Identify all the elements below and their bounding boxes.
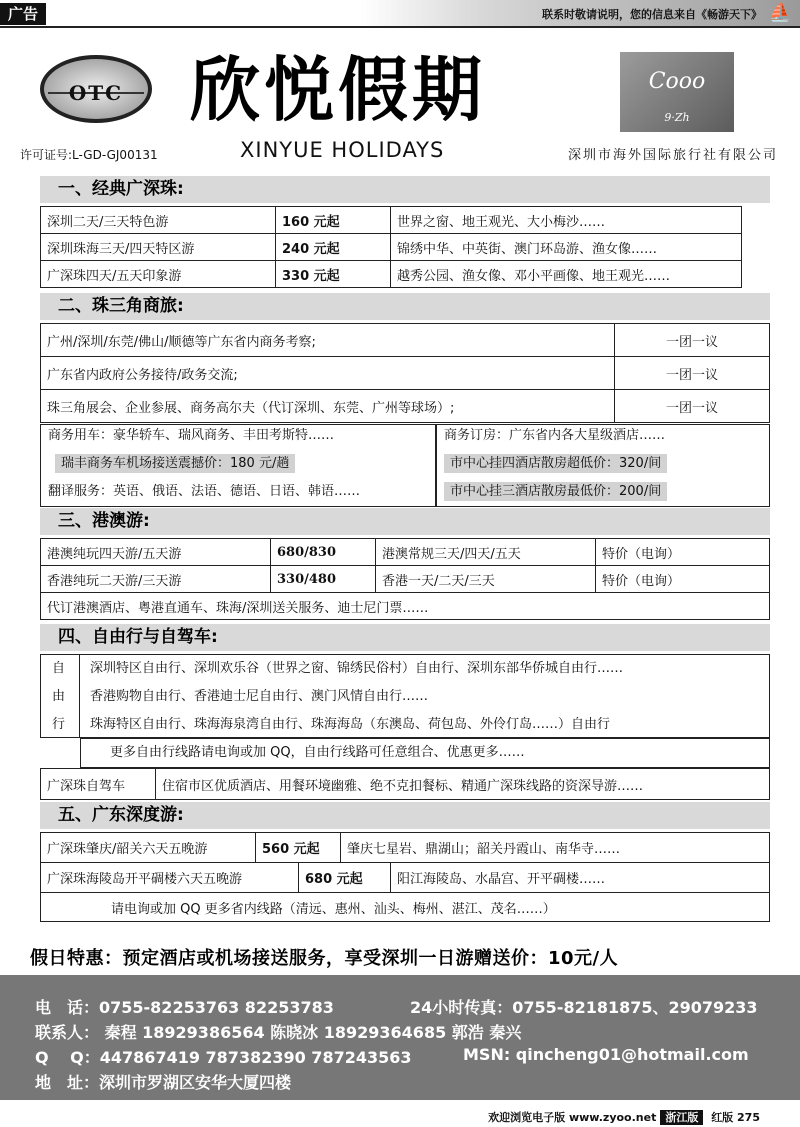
- business-price: 一团一议: [615, 390, 770, 423]
- company-logo: [620, 52, 734, 132]
- free-travel-more: 更多自由行线路请电询或加 QQ，自由行线路可任意组合、优惠更多……: [110, 745, 525, 760]
- hk-tour-price: 330/480: [271, 566, 376, 593]
- company-name: 深圳市海外国际旅行社有限公司: [567, 148, 778, 163]
- car-service-text: 商务用车：豪华轿车、瑞风商务、丰田考斯特……: [48, 428, 335, 443]
- contact-address: 地 址：深圳市罗湖区安华大厦四楼: [35, 1073, 292, 1092]
- self-drive-label: 广深珠自驾车: [41, 769, 156, 800]
- tour-name: 深圳珠海三天/四天特区游: [41, 234, 276, 261]
- tour-price: 240 元起: [276, 234, 391, 261]
- company-logo-text: Cooo: [648, 69, 706, 94]
- section-title-business: 二、珠三角商旅:: [40, 293, 770, 320]
- section-title-deep: 五、广东深度游:: [40, 802, 770, 829]
- table-row: [41, 261, 742, 288]
- otc-logo-text: OTC: [68, 81, 124, 105]
- tour-price: 160 元起: [276, 207, 391, 234]
- tour-spots: 锦绣中华、中英街、澳门环岛游、渔女像……: [391, 234, 742, 261]
- free-travel-label-char: 自: [52, 661, 66, 676]
- table-row: [41, 893, 770, 922]
- airport-transfer-price: 瑞丰商务车机场接送震撼价：180 元/趟: [55, 454, 295, 473]
- deep-tour-more: 请电询或加 QQ 更多省内线路（清远、惠州、汕头、梅州、湛江、茂名……）: [41, 893, 770, 922]
- deep-tour-spots: 阳江海陵岛、水晶宫、开平碉楼……: [391, 863, 770, 893]
- business-item: 广东省内政府公务接待/政务交流;: [41, 357, 615, 390]
- tour-name: 深圳二天/三天特色游: [41, 207, 276, 234]
- deep-tour-table-2: [40, 862, 770, 922]
- tour-price: 330 元起: [276, 261, 391, 288]
- classic-tour-table: [40, 206, 742, 288]
- source-note: 联系时敬请说明，您的信息来自《畅游天下》: [542, 8, 762, 21]
- self-drive-text: 住宿市区优质酒店、用餐环境幽雅、绝不克扣餐标、精通广深珠线路的资深导游……: [156, 769, 770, 800]
- page-footer: [0, 1106, 800, 1127]
- table-row: [41, 324, 770, 357]
- holiday-promo: 假日特惠：预定酒店或机场接送服务，享受深圳一日游赠送价：10元/人: [30, 948, 619, 969]
- table-row: [41, 863, 770, 893]
- contact-phone: 电 话：0755-82253763 82253783: [35, 998, 334, 1017]
- license-number: 许可证号:L-GD-GJ00131: [20, 148, 158, 162]
- self-drive-table: [40, 768, 770, 800]
- hk-tour-name-2: 港澳常规三天/四天/五天: [376, 539, 596, 566]
- brand-title: 欣悦假期: [190, 49, 486, 131]
- business-table: [40, 323, 770, 423]
- hk-tour-price-2: 特价（电询）: [596, 566, 770, 593]
- deep-tour-name: 广深珠海陵岛开平碉楼六天五晚游: [41, 863, 299, 893]
- footer-edition: 红版: [711, 1111, 734, 1124]
- table-row: [41, 234, 742, 261]
- hk-tour-name-2: 香港一天/二天/三天: [376, 566, 596, 593]
- deep-tour-price: 560 元起: [256, 833, 341, 863]
- tour-spots: 世界之窗、地王观光、大小梅沙……: [391, 207, 742, 234]
- deep-tour-name: 广深珠肇庆/韶关六天五晚游: [41, 833, 256, 863]
- free-travel-line: 深圳特区自由行、深圳欢乐谷（世界之窗、锦绣民俗村）自由行、深圳东部华侨城自由行……: [90, 661, 624, 676]
- free-travel-line: 香港购物自由行、香港迪士尼自由行、澳门风情自由行……: [90, 689, 429, 704]
- deep-tour-spots: 肇庆七星岩、鼎湖山；韶关丹霞山、南华寺……: [341, 833, 770, 863]
- hk-tour-price: 680/830: [271, 539, 376, 566]
- ad-tag: 广告: [0, 3, 46, 25]
- hotel-booking-text: 商务订房：广东省内各大星级酒店……: [444, 428, 666, 443]
- business-price: 一团一议: [615, 324, 770, 357]
- contact-qq: Q Q：447867419 787382390 787243563: [35, 1048, 412, 1067]
- hkmacau-table: [40, 538, 770, 620]
- table-row: [41, 539, 770, 566]
- boat-icon: ⛵: [768, 2, 792, 23]
- table-row: [41, 593, 770, 620]
- hk-extra-services: 代订港澳酒店、粤港直通车、珠海/深圳送关服务、迪士尼门票……: [41, 593, 770, 620]
- section-title-classic: 一、经典广深珠:: [40, 176, 770, 203]
- deep-tour-table: [40, 832, 770, 863]
- contact-panel: [0, 975, 800, 1100]
- table-row: [41, 566, 770, 593]
- footer-badge: 浙江版: [660, 1110, 703, 1125]
- free-travel-label-char: 由: [52, 689, 66, 704]
- otc-logo: [40, 55, 152, 123]
- contact-person: 联系人： 秦程 18929386564 陈晓冰 18929364685 郭浩 秦兴: [35, 1023, 522, 1042]
- hk-tour-price-2: 特价（电询）: [596, 539, 770, 566]
- hk-tour-name: 香港纯玩二天游/三天游: [41, 566, 271, 593]
- footer-info: [488, 1109, 760, 1125]
- business-item: 广州/深圳/东莞/佛山/顺德等广东省内商务考察;: [41, 324, 615, 357]
- translation-service-text: 翻译服务：英语、俄语、法语、德语、日语、韩语……: [48, 484, 361, 499]
- section-title-hkmacau: 三、港澳游:: [40, 508, 770, 535]
- table-row: [41, 207, 742, 234]
- company-logo-sub: 9·Zh: [664, 111, 690, 124]
- business-price: 一团一议: [615, 357, 770, 390]
- page-number: 275: [737, 1111, 760, 1124]
- table-row: [41, 769, 770, 800]
- contact-fax: 24小时传真：0755-82181875、29079233: [410, 998, 758, 1017]
- business-item: 珠三角展会、企业参展、商务高尔夫（代订深圳、东莞、广州等球场）;: [41, 390, 615, 423]
- table-row: [41, 833, 770, 863]
- free-travel-line: 珠海特区自由行、珠海海泉湾自由行、珠海海岛（东澳岛、荷包岛、外伶仃岛……）自由行: [90, 717, 611, 732]
- brand-subtitle: XINYUE HOLIDAYS: [240, 138, 445, 162]
- tour-name: 广深珠四天/五天印象游: [41, 261, 276, 288]
- table-row: [41, 390, 770, 423]
- hk-tour-name: 港澳纯玩四天游/五天游: [41, 539, 271, 566]
- contact-msn: MSN: qincheng01@hotmail.com: [463, 1045, 749, 1064]
- deep-tour-price: 680 元起: [299, 863, 391, 893]
- footer-site: 欢迎浏览电子版 www.zyoo.net: [488, 1111, 657, 1124]
- four-star-price: 市中心挂四酒店散房超低价：320/间: [444, 454, 667, 473]
- three-star-price: 市中心挂三酒店散房最低价：200/间: [444, 482, 667, 501]
- tour-spots: 越秀公园、渔女像、邓小平画像、地王观光……: [391, 261, 742, 288]
- free-travel-label-char: 行: [52, 717, 66, 732]
- section-title-freetravel: 四、自由行与自驾车:: [40, 624, 770, 651]
- table-row: [41, 357, 770, 390]
